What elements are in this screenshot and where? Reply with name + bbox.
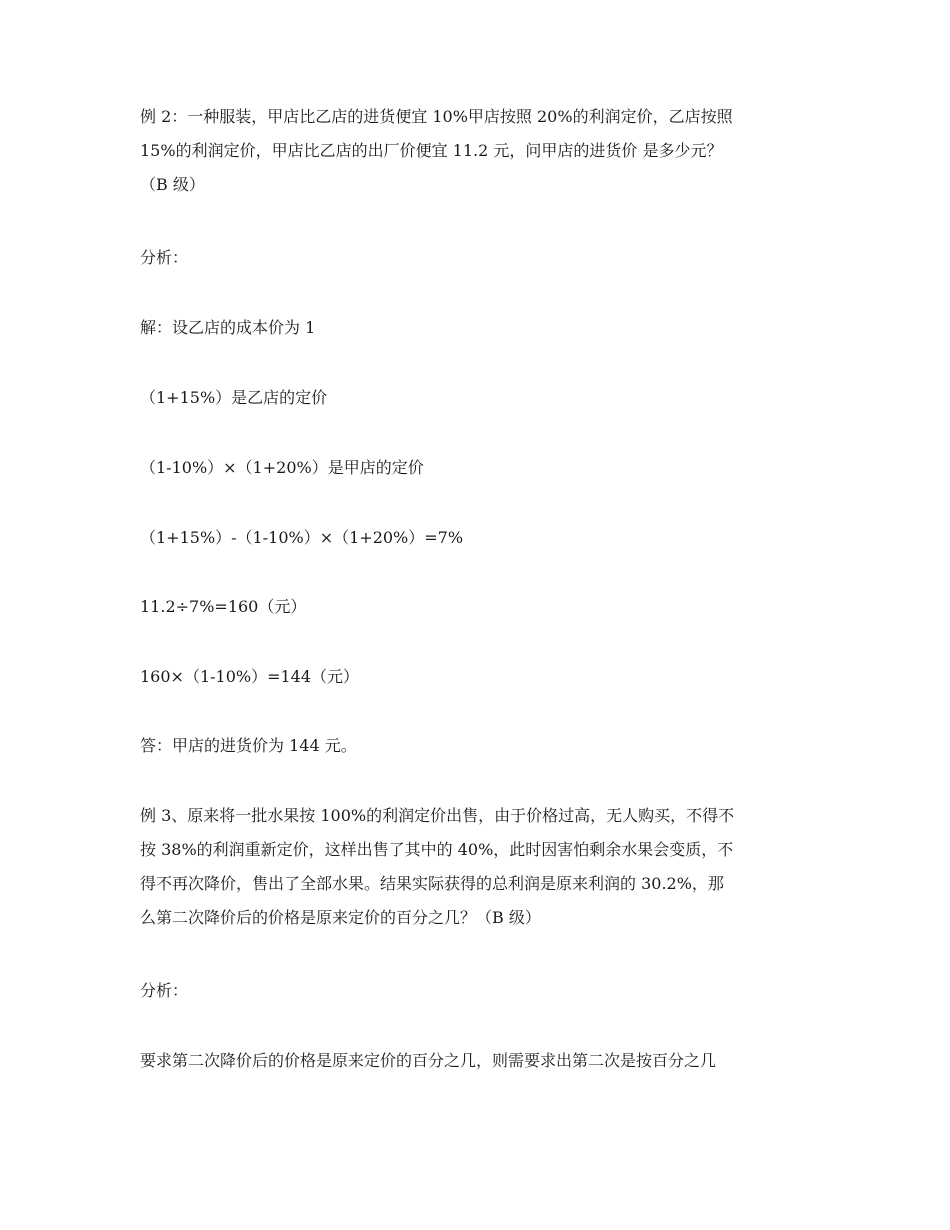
solution-line: （1+15%）-（1-10%）×（1+20%）=7% <box>140 528 464 547</box>
example-3-line-1: 例 3、原来将一批水果按 100%的利润定价出售，由于价格过高，无人购买，不得不 <box>140 806 735 825</box>
solution-line: 解：设乙店的成本价为 1 <box>140 318 316 337</box>
answer-line: 答：甲店的进货价为 144 元。 <box>140 736 357 755</box>
example-3-line-2: 按 38%的利润重新定价，这样出售了其中的 40%，此时因害怕剩余水果会变质，不 <box>140 840 734 859</box>
solution-line: （1-10%）×（1+20%）是甲店的定价 <box>140 458 424 477</box>
example-2-line-2: 15%的利润定价，甲店比乙店的出厂价便宜 11.2 元，问甲店的进货价 是多少元？ <box>140 141 723 160</box>
solution-line: 11.2÷7%=160（元） <box>140 597 307 616</box>
solution-line: （1+15%）是乙店的定价 <box>140 388 328 407</box>
example-3-line-3: 得不再次降价，售出了全部水果。结果实际获得的总利润是原来利润的 30.2%，那 <box>140 874 724 893</box>
example-3-paragraph <box>140 799 820 935</box>
analysis-label: 分析： <box>140 248 189 267</box>
analysis-text-line: 要求第二次降价后的价格是原来定价的百分之几，则需要求出第二次是按百分之几 <box>140 1051 717 1070</box>
example-2-line-1: 例 2：一种服装，甲店比乙店的进货便宜 10%甲店按照 20%的利润定价，乙店按照 <box>140 107 733 126</box>
example-2-paragraph <box>140 100 820 202</box>
example-2-line-3: （B 级） <box>140 175 205 194</box>
example-3-line-4: 么第二次降价后的价格是原来定价的百分之几？（B 级） <box>140 908 541 927</box>
analysis-label: 分析： <box>140 981 189 1000</box>
solution-line: 160×（1-10%）=144（元） <box>140 667 360 686</box>
